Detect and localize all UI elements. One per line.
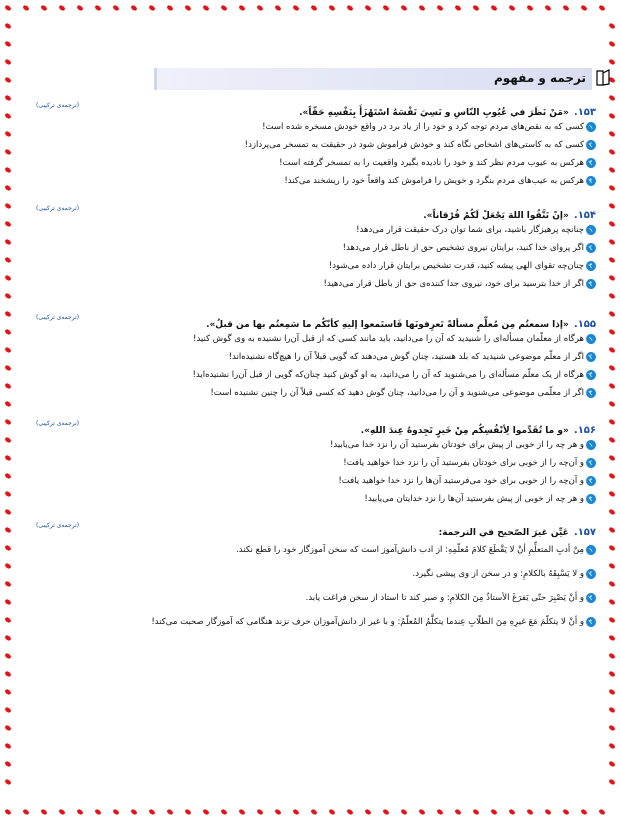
border-dot <box>4 562 12 569</box>
border-dot <box>4 778 12 785</box>
option-badge: ۴ <box>584 386 598 400</box>
question-text: «إنْ تَتَّقُوا اللهَ يَجْعَلْ لَكُمْ فُرْقاناً». <box>423 211 569 221</box>
option-text: اگر از خدا بترسید برای خود، نیروی جدا کننده‌ی حق از باطل قرار می‌دهید! <box>323 279 584 289</box>
option-text: اگر از معلّمی موضوعی می‌شنوید و آن را می‌دانید، چنان گوش دهید که کسی قبلاً آن را چنین نشنیده است! <box>210 388 584 398</box>
border-dot <box>94 4 102 11</box>
border-dot <box>310 4 318 11</box>
question-number: ۱۵۷. <box>573 527 596 538</box>
question-text: «إذا سمعتُم مِن مُعلِّمٍ مسألةً تَعرِفونَها فَاستَمعوا إليهِ كأنّكُم ما سَمِعتُم بها من قبلُ». <box>206 320 569 330</box>
option-1[interactable] <box>36 330 596 348</box>
border-dot <box>364 808 372 815</box>
border-dot <box>4 40 12 47</box>
option-badge: ۳ <box>584 474 598 488</box>
border-dot <box>608 22 616 29</box>
option-text: و لا يَسْبِقَهُ بالكلامِ: و در سخن از وی پیشی نگیرد. <box>412 569 584 579</box>
question-number: ۱۵۶. <box>573 425 596 436</box>
option-text: هرگاه از یک معلّم مسأله‌ای را می‌شنوید که آن را می‌دانید، به او گوش کنید چنان‌که گویی از قبل آن‌را نشنیده‌اید! <box>192 370 584 380</box>
border-dot <box>580 4 588 11</box>
border-dot <box>608 580 616 587</box>
option-badge: ۳ <box>584 259 598 273</box>
question-text: «مَنْ نَظَرَ في عُيُوبِ النّاسِ و نَسِيَ نَفْسَهُ اسْتَهْزَأَ بِنَفْسِهِ حَقّاً». <box>299 108 569 118</box>
border-dot <box>608 238 616 245</box>
border-dot <box>608 166 616 173</box>
option-3[interactable] <box>36 154 596 172</box>
border-dot <box>4 94 12 101</box>
option-badge: ۴ <box>584 174 598 188</box>
border-dot <box>4 808 12 815</box>
border-dot <box>418 4 426 11</box>
border-dot <box>400 808 408 815</box>
border-dot <box>202 808 210 815</box>
border-dot <box>4 346 12 353</box>
border-dot <box>608 400 616 407</box>
option-text: اگر پروای خدا کنید، برایتان نیروی تشخیص حق از باطل قرار می‌دهد! <box>342 243 584 253</box>
option-badge: ۳ <box>584 591 598 605</box>
border-dot <box>4 742 12 749</box>
border-dot <box>508 808 516 815</box>
option-2[interactable] <box>36 562 596 586</box>
border-dot <box>148 4 156 11</box>
question-155 <box>36 312 596 402</box>
option-2[interactable] <box>36 239 596 257</box>
option-badge: ۳ <box>584 368 598 382</box>
border-dot <box>4 166 12 173</box>
option-text: هرکس به عیب‌های مردم بنگرد و خویش را فراموش کند واقعاً خود را ریشخند می‌کند! <box>284 176 584 186</box>
option-badge: ۲ <box>584 241 598 255</box>
question-tag: (ترجمه‌ی ترکیبی) <box>36 102 80 109</box>
border-dot <box>148 808 156 815</box>
border-dot <box>22 4 30 11</box>
border-dot <box>454 4 462 11</box>
option-text: هرکس به عیوب مردم نظر کند و خود را نادیده بگیرد واقعیت را به تمسخر گرفته است! <box>279 158 584 168</box>
border-dot <box>608 58 616 65</box>
border-dot <box>608 310 616 317</box>
border-dot <box>608 256 616 263</box>
border-dot <box>364 4 372 11</box>
border-dot <box>608 184 616 191</box>
border-dot <box>608 148 616 155</box>
border-dot <box>202 4 210 11</box>
option-badge: ۲ <box>584 567 598 581</box>
question-tag: (ترجمه‌ی ترکیبی) <box>36 314 80 321</box>
option-badge: ۲ <box>584 350 598 364</box>
border-dot <box>76 4 84 11</box>
question-157 <box>36 520 596 634</box>
border-dot <box>608 130 616 137</box>
border-dot <box>4 148 12 155</box>
section-icon <box>594 67 612 89</box>
border-dot <box>4 400 12 407</box>
border-dot <box>346 4 354 11</box>
border-dot <box>418 808 426 815</box>
border-dot <box>4 238 12 245</box>
border-dot <box>4 130 12 137</box>
border-dot <box>112 4 120 11</box>
border-dot <box>4 364 12 371</box>
option-text: و أنْ يَصْبِرَ حتّى يَفرَغَ الأستاذُ مِنَ الكلامِ: و صبر کند تا استاد از سخن فراغت یابد. <box>305 593 584 603</box>
border-dot <box>184 4 192 11</box>
border-dot <box>436 808 444 815</box>
border-dot <box>608 274 616 281</box>
border-dot <box>238 4 246 11</box>
border-dot <box>58 808 66 815</box>
border-dot <box>4 544 12 551</box>
option-badge: ۴ <box>584 615 598 629</box>
question-tag: (ترجمه‌ی ترکیبی) <box>36 420 80 427</box>
border-dot <box>608 364 616 371</box>
option-3[interactable] <box>36 257 596 275</box>
border-dot <box>4 4 12 11</box>
border-dot <box>4 580 12 587</box>
option-2[interactable] <box>36 136 596 154</box>
border-dot <box>4 292 12 299</box>
option-4[interactable] <box>36 610 596 634</box>
option-2[interactable] <box>36 348 596 366</box>
border-dot <box>580 808 588 815</box>
question-line <box>36 312 596 330</box>
border-dot <box>4 760 12 767</box>
border-dot <box>4 598 12 605</box>
border-dot <box>608 292 616 299</box>
border-dot <box>274 808 282 815</box>
border-dot <box>526 808 534 815</box>
border-dot <box>608 436 616 443</box>
question-number: ۱۵۴. <box>573 210 596 221</box>
border-dot <box>544 808 552 815</box>
border-dot <box>608 724 616 731</box>
question-line <box>36 520 596 538</box>
option-text: مِنْ أدبِ المتعلِّمِ أنْ لا يَقْطَعَ كلامَ مُعلّمِهِ: از ادب دانش‌آموز است که سخن آموزگار خود را قطع نکند. <box>236 545 584 555</box>
border-dot <box>4 310 12 317</box>
border-dot <box>4 202 12 209</box>
border-dot <box>608 112 616 119</box>
border-dot <box>472 4 480 11</box>
border-dot <box>130 808 138 815</box>
question-tag: (ترجمه‌ی ترکیبی) <box>36 522 80 529</box>
border-dot <box>526 4 534 11</box>
option-4[interactable] <box>36 172 596 190</box>
border-dot <box>608 328 616 335</box>
section-header <box>154 68 592 90</box>
option-badge: ۱ <box>584 438 598 452</box>
option-text: چنان‌چه تقوای الهی پیشه کنید، قدرت تشخیص برایتان قرار داده می‌شود! <box>328 261 584 271</box>
border-dot <box>490 4 498 11</box>
border-dot <box>608 94 616 101</box>
border-dot <box>454 808 462 815</box>
border-dot <box>598 4 606 11</box>
question-154 <box>36 203 596 293</box>
question-text: «و ما تُقَدِّموا لِأنْفُسِكُم مِنْ خَيرٍ تَجِدوهُ عِندَ اللهِ». <box>360 426 569 436</box>
border-dot <box>166 808 174 815</box>
border-dot <box>292 808 300 815</box>
border-dot <box>4 634 12 641</box>
border-dot <box>256 808 264 815</box>
border-dot <box>608 760 616 767</box>
question-number: ۱۵۵. <box>573 319 596 330</box>
border-dot <box>40 808 48 815</box>
border-dot <box>4 112 12 119</box>
border-dot <box>76 808 84 815</box>
border-dot <box>238 808 246 815</box>
question-line <box>36 418 596 436</box>
option-1[interactable] <box>36 436 596 454</box>
question-text: عَيِّن غيرَ الصّحيح في الترجمة: <box>438 528 569 538</box>
option-text: اگر از معلّم موضوعی شنیدید که بلد هستید، چنان گوش می‌دهند که گویی قبلاً آن را هیچ‌گاه نشنیده‌اند! <box>228 352 584 362</box>
border-dot <box>4 688 12 695</box>
border-dot <box>4 328 12 335</box>
option-badge: ۳ <box>584 156 598 170</box>
border-dot <box>4 58 12 65</box>
border-dot <box>220 4 228 11</box>
border-dot <box>608 742 616 749</box>
option-4[interactable] <box>36 384 596 402</box>
border-dot <box>608 490 616 497</box>
border-dot <box>562 4 570 11</box>
border-dot <box>166 4 174 11</box>
option-badge: ۲ <box>584 138 598 152</box>
border-dot <box>608 652 616 659</box>
border-dot <box>4 418 12 425</box>
border-dot <box>4 724 12 731</box>
option-badge: ۲ <box>584 456 598 470</box>
border-dot <box>608 346 616 353</box>
option-4[interactable] <box>36 490 596 508</box>
border-dot <box>490 808 498 815</box>
border-dot <box>608 562 616 569</box>
border-dot <box>58 4 66 11</box>
border-dot <box>310 808 318 815</box>
border-dot <box>4 274 12 281</box>
border-dot <box>608 778 616 785</box>
question-156 <box>36 418 596 508</box>
border-dot <box>94 808 102 815</box>
border-dot <box>4 454 12 461</box>
border-dot <box>40 4 48 11</box>
border-dot <box>598 808 606 815</box>
border-dot <box>184 808 192 815</box>
border-dot <box>608 418 616 425</box>
page <box>20 20 600 800</box>
border-dot <box>608 508 616 515</box>
border-dot <box>608 526 616 533</box>
border-dot <box>4 472 12 479</box>
border-dot <box>544 4 552 11</box>
option-3[interactable] <box>36 366 596 384</box>
border-dot <box>328 808 336 815</box>
border-dot <box>22 808 30 815</box>
option-badge: ۱ <box>584 543 598 557</box>
option-text: هرگاه از معلّمان مسأله‌ای را شنیدید که آن را می‌دانید، باید مانند کسی که از قبل آن‌را نشنیده به وی گوش کنید! <box>193 334 584 344</box>
border-dot <box>608 598 616 605</box>
option-1[interactable] <box>36 221 596 239</box>
border-dot <box>4 220 12 227</box>
border-dot <box>274 4 282 11</box>
option-text: و هر چه را از خوبی از پیش برای خودتان بفرستید آن را نزد خدا می‌یابید! <box>329 440 584 450</box>
option-text: و أنْ لا يتكلّمَ مَعَ غيرِهِ مِنَ الطلّابِ عِندما يتكلَّمُ المُعلّمُ: و با غیر از دانش‌آموزان حرف نزند هنگامی که آموزگار صحبت می‌کند! <box>151 617 584 627</box>
border-dot <box>4 184 12 191</box>
question-number: ۱۵۳. <box>573 107 596 118</box>
border-dot <box>4 382 12 389</box>
border-dot <box>608 688 616 695</box>
question-line <box>36 100 596 118</box>
border-dot <box>346 808 354 815</box>
option-3[interactable] <box>36 586 596 610</box>
option-text: و هر چه از خوبی از پیش بفرستید آن‌ها را نزد خدایتان می‌یابید! <box>364 494 584 504</box>
border-dot <box>130 4 138 11</box>
border-dot <box>220 808 228 815</box>
section-title: ترجمه و مفهوم <box>493 71 586 85</box>
border-dot <box>608 454 616 461</box>
border-dot <box>608 472 616 479</box>
border-dot <box>4 490 12 497</box>
border-dot <box>608 382 616 389</box>
border-dot <box>4 670 12 677</box>
border-dot <box>4 526 12 533</box>
border-dot <box>4 256 12 263</box>
option-1[interactable] <box>36 118 596 136</box>
border-dot <box>608 40 616 47</box>
border-dot <box>112 808 120 815</box>
border-dot <box>508 4 516 11</box>
border-dot <box>436 4 444 11</box>
option-3[interactable] <box>36 472 596 490</box>
option-2[interactable] <box>36 454 596 472</box>
border-dot <box>608 202 616 209</box>
border-dot <box>562 808 570 815</box>
option-text: چنانچه پرهیزگار باشید، برای شما توان درک حقیقت قرار می‌دهد! <box>356 225 584 235</box>
border-dot <box>4 616 12 623</box>
border-dot <box>382 4 390 11</box>
question-line <box>36 203 596 221</box>
question-153 <box>36 100 596 190</box>
option-badge: ۴ <box>584 277 598 291</box>
border-dot <box>4 22 12 29</box>
option-text: کسی که به نقص‌های مردم توجه کرد و خود را از یاد برد در واقع خودش مسخره شده است! <box>262 122 584 132</box>
option-1[interactable] <box>36 538 596 562</box>
option-badge: ۱ <box>584 120 598 134</box>
border-dot <box>4 706 12 713</box>
border-dot <box>608 706 616 713</box>
border-dot <box>256 4 264 11</box>
option-badge: ۴ <box>584 492 598 506</box>
border-dot <box>292 4 300 11</box>
border-dot <box>400 4 408 11</box>
option-text: و آن‌چه را از خوبی برای خودتان بفرستید آن را نزد خدا خواهید یافت! <box>343 458 584 468</box>
border-dot <box>328 4 336 11</box>
option-badge: ۱ <box>584 223 598 237</box>
border-dot <box>608 670 616 677</box>
border-dot <box>4 652 12 659</box>
option-4[interactable] <box>36 275 596 293</box>
question-tag: (ترجمه‌ی ترکیبی) <box>36 205 80 212</box>
option-text: کسی که به کاستی‌های اشخاص نگاه کند و خودش فراموش شود در حقیقت به تمسخر می‌پردازد! <box>244 140 584 150</box>
border-dot <box>4 436 12 443</box>
border-dot <box>382 808 390 815</box>
border-dot <box>608 634 616 641</box>
border-dot <box>4 76 12 83</box>
option-text: و آن‌چه را از خوبی برای خود می‌فرستید آن‌ها را نزد خدا خواهید یافت! <box>338 476 584 486</box>
border-dot <box>4 508 12 515</box>
border-dot <box>608 544 616 551</box>
border-dot <box>608 220 616 227</box>
border-dot <box>472 808 480 815</box>
border-dot <box>608 616 616 623</box>
option-badge: ۱ <box>584 332 598 346</box>
